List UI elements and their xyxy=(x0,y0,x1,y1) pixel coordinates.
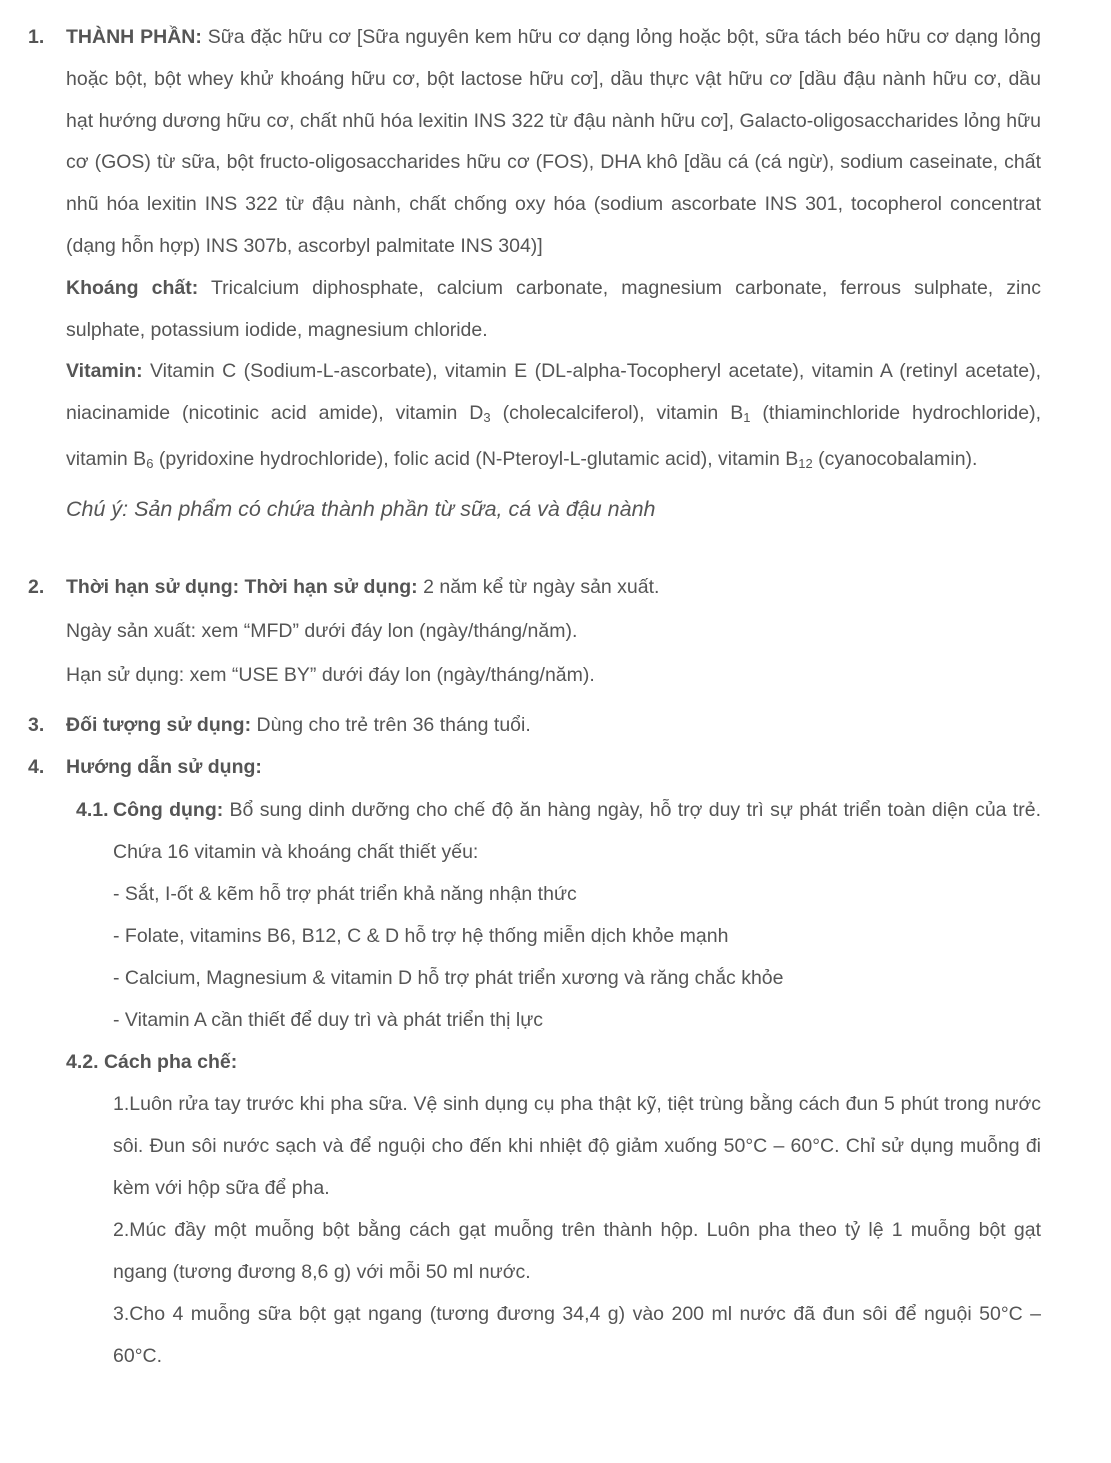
mfd-line: Ngày sản xuất: xem “MFD” dưới đáy lon (ngày/tháng/năm). xyxy=(66,620,578,642)
usage-guide-label: Hướng dẫn sử dụng: xyxy=(66,756,262,778)
section-number: 3. xyxy=(28,714,45,736)
preparation-step: 3.Cho 4 muỗng sữa bột gạt ngang (tương đương 34,4 g) vào 200 ml nước đã đun sôi để nguội 50°C – 60°C. xyxy=(113,1303,1041,1367)
shelf-life-text: 2 năm kể từ ngày sản xuất. xyxy=(417,576,660,598)
vitamin-paragraph xyxy=(66,351,1041,484)
preparation-step: 1.Luôn rửa tay trước khi pha sữa. Vệ sinh dụng cụ pha thật kỹ, tiệt trùng bằng cách đun 5 phút trong nước sôi. Đun sôi nước sạch và để nguội cho đến khi nhiệt độ giảm xuống 50°C – 60°C. Chỉ sử dụng muỗng đi kèm với hộp sữa để pha. xyxy=(113,1093,1041,1199)
ingredients-body xyxy=(66,17,1041,531)
benefit-bullet: - Sắt, I-ốt & kẽm hỗ trợ phát triển khả năng nhận thức xyxy=(113,883,577,905)
useby-line: Hạn sử dụng: xem “USE BY” dưới đáy lon (ngày/tháng/năm). xyxy=(66,664,595,686)
usage-guide-heading xyxy=(66,745,1111,789)
preparation-step: 2.Múc đầy một muỗng bột bằng cách gạt muỗng trên thành hộp. Luôn pha theo tỷ lệ 1 muỗng bột gạt ngang (tương đương 8,6 g) với mỗi 50 ml nước. xyxy=(113,1219,1041,1283)
ingredients-paragraph xyxy=(66,17,1041,268)
section-number: 1. xyxy=(28,26,45,48)
shelf-life-line xyxy=(66,565,1111,609)
shelf-life-label: Thời hạn sử dụng: Thời hạn sử dụng: xyxy=(66,576,418,598)
section-target-users xyxy=(0,703,1111,747)
vitamin-text: (cholecalciferol), vitamin B xyxy=(490,402,744,425)
ingredients-label: THÀNH PHẦN: xyxy=(66,26,202,48)
subsection-number: 4.1. xyxy=(76,799,109,821)
benefit-bullet: - Calcium, Magnesium & vitamin D hỗ trợ phát triển xương và răng chắc khỏe xyxy=(113,967,784,989)
section-ingredients xyxy=(0,17,1111,531)
benefits-label: Công dụng: xyxy=(113,799,224,821)
vitamin-text: (cyanocobalamin). xyxy=(812,447,978,470)
ingredients-text: Sữa đặc hữu cơ [Sữa nguyên kem hữu cơ dạng lỏng hoặc bột, sữa tách béo hữu cơ dạng lỏng hoặc bột, bột whey khử khoáng hữu cơ, bột lactose hữu cơ], dầu thực vật hữu cơ [dầu đậu nành hữu cơ, dầu hạt hướng dương hữu cơ, chất nhũ hóa lexitin INS 322 từ đậu nành hữu cơ], Galacto-oligosaccharides lỏng hữu cơ (GOS) từ sữa, bột fructo-oligosaccharides hữu cơ (FOS), DHA khô [dầu cá (cá ngừ), sodium caseinate, chất nhũ hóa lexitin INS 322 từ đậu nành, chất chống oxy hóa (sodium ascorbate INS 301, tocopherol concentrat (dạng hỗn hợp) INS 307b, ascorbyl palmitate INS 304)] xyxy=(66,26,1042,257)
preparation-label: 4.2. Cách pha chế: xyxy=(66,1051,238,1073)
benefits-text: Bổ sung dinh dưỡng cho chế độ ăn hàng ngày, hỗ trợ duy trì sự phát triển toàn diện của trẻ. Chứa 16 vitamin và khoáng chất thiết yếu: xyxy=(113,799,1041,863)
section-shelf-life xyxy=(0,565,1111,697)
minerals-paragraph xyxy=(66,268,1041,352)
subscript: 6 xyxy=(146,455,154,471)
vitamin-text: (pyridoxine hydrochloride), folic acid (N-Pteroyl-L-glutamic acid), vitamin B xyxy=(153,447,799,470)
benefit-bullet: - Folate, vitamins B6, B12, C & D hỗ trợ hệ thống miễn dịch khỏe mạnh xyxy=(113,925,729,947)
benefits-body xyxy=(113,789,1041,873)
subscript: 1 xyxy=(743,410,751,426)
benefit-bullet: - Vitamin A cần thiết để duy trì và phát triển thị lực xyxy=(113,1009,543,1031)
subscript: 3 xyxy=(483,410,491,426)
vitamin-text: Vitamin C (Sodium-L-ascorbate), vitamin E (DL-alpha-Tocopheryl acetate), vitamin A (retinyl acetate), niacinamide (nicotinic acid amide), vitamin D xyxy=(66,360,1041,425)
minerals-text: Tricalcium diphosphate, calcium carbonate, magnesium carbonate, ferrous sulphate, zinc sulphate, potassium iodide, magnesium chloride. xyxy=(66,276,1041,341)
allergen-note: Chú ý: Sản phẩm có chứa thành phần từ sữa, cá và đậu nành xyxy=(66,496,656,521)
section-usage-guide xyxy=(0,745,1111,1377)
subscript: 12 xyxy=(798,455,813,471)
section-number: 2. xyxy=(28,576,45,598)
subsection-benefits xyxy=(0,789,1111,1041)
vitamin-text: (thiaminchloride hydrochloride), vitamin B xyxy=(66,402,1041,470)
section-number: 4. xyxy=(28,756,45,778)
target-users-label: Đối tượng sử dụng: xyxy=(66,714,252,736)
minerals-label: Khoáng chất: xyxy=(66,276,199,299)
vitamin-label: Vitamin: xyxy=(66,360,143,383)
preparation-heading xyxy=(66,1041,1111,1083)
target-users-text: Dùng cho trẻ trên 36 tháng tuổi. xyxy=(251,714,531,736)
target-users-line xyxy=(66,703,1111,747)
